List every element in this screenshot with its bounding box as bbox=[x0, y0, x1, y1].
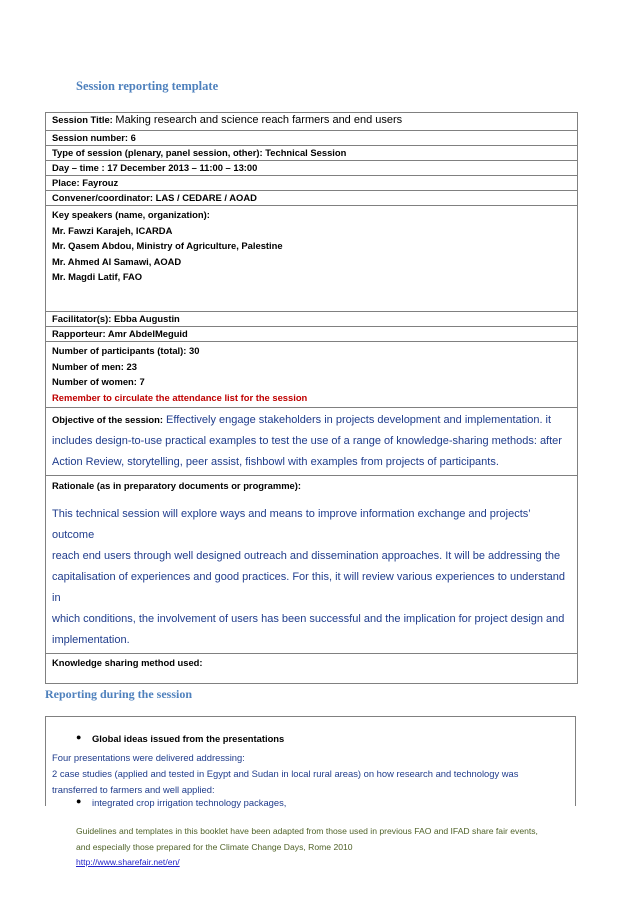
objective-line: Effectively engage stakeholders in projects development and implementation. it bbox=[166, 414, 552, 426]
bullet-icon: ● bbox=[76, 796, 82, 806]
reporting-bullet-2: integrated crop irrigation technology packages, bbox=[92, 797, 287, 808]
participants-cell bbox=[46, 342, 578, 408]
rationale-label: Rationale (as in preparatory documents or programme): bbox=[52, 480, 302, 491]
key-speakers-label: Key speakers (name, organization): bbox=[52, 209, 210, 220]
speaker-item: Mr. Qasem Abdou, Ministry of Agriculture, Palestine bbox=[52, 240, 283, 251]
rationale-line: capitalisation of experiences and good practices. For this, it will review various experiences to understand in bbox=[52, 571, 565, 604]
session-type: Type of session (plenary, panel session, other): Technical Session bbox=[46, 146, 578, 161]
reporting-line: Four presentations were delivered addressing: bbox=[52, 752, 245, 763]
key-speakers-cell bbox=[46, 206, 578, 312]
reporting-box bbox=[45, 716, 576, 806]
session-convener: Convener/coordinator: LAS / CEDARE / AOAD bbox=[46, 191, 578, 206]
attendance-reminder: Remember to circulate the attendance list for the session bbox=[52, 391, 308, 403]
session-title-value: Making research and science reach farmers and end users bbox=[115, 114, 403, 126]
session-title-label: Session Title: bbox=[52, 114, 113, 125]
objective-line: Action Review, storytelling, peer assist, fishbowl with examples from projects of participants. bbox=[52, 456, 499, 468]
footer-note bbox=[76, 824, 538, 871]
rapporteur: Rapporteur: Amr AbdelMeguid bbox=[46, 327, 578, 342]
rationale-line: reach end users through well designed outreach and dissemination approaches. It will be addressing the bbox=[52, 550, 561, 562]
objective-cell bbox=[46, 408, 578, 476]
session-form-table bbox=[45, 112, 578, 684]
footer-line: Guidelines and templates in this booklet have been adapted from those used in previous FAO and IFAD share fair events, bbox=[76, 826, 538, 836]
rationale-line: which conditions, the involvement of users has been successful and the implication for project design and bbox=[52, 613, 565, 625]
facilitator: Facilitator(s): Ebba Augustin bbox=[46, 312, 578, 327]
participants-men: Number of men: 23 bbox=[52, 360, 137, 372]
reporting-heading: Reporting during the session bbox=[45, 687, 193, 701]
participants-women: Number of women: 7 bbox=[52, 376, 145, 387]
reporting-text bbox=[52, 750, 518, 798]
rationale-line: implementation. bbox=[52, 634, 130, 646]
speaker-item: Mr. Magdi Latif, FAO bbox=[52, 271, 143, 282]
session-place: Place: Fayrouz bbox=[46, 176, 578, 191]
objective-line: includes design-to-use practical examples to test the use of a range of knowledge-sharing methods: after bbox=[52, 435, 562, 447]
rationale-line: This technical session will explore ways and means to improve information exchange and projects’ outcome bbox=[52, 508, 531, 541]
rationale-cell bbox=[46, 476, 578, 654]
speaker-item: Mr. Fawzi Karajeh, ICARDA bbox=[52, 224, 173, 236]
reporting-line: transferred to farmers and well applied: bbox=[52, 784, 215, 795]
knowledge-method-label: Knowledge sharing method used: bbox=[52, 657, 203, 668]
footer-line: and especially those prepared for the Climate Change Days, Rome 2010 bbox=[76, 841, 353, 852]
session-number: Session number: 6 bbox=[46, 131, 578, 146]
session-title-row bbox=[46, 113, 578, 131]
knowledge-method-cell bbox=[46, 654, 578, 684]
session-day-time: Day – time : 17 December 2013 – 11:00 – 13:00 bbox=[46, 161, 578, 176]
reporting-bullet-1: Global ideas issued from the presentations bbox=[92, 733, 285, 744]
sharefair-link[interactable]: http://www.sharefair.net/en/ bbox=[76, 857, 180, 867]
speaker-item: Mr. Ahmed Al Samawi, AOAD bbox=[52, 255, 182, 267]
page-heading: Session reporting template bbox=[76, 79, 219, 93]
objective-label: Objective of the session: bbox=[52, 414, 163, 425]
participants-total: Number of participants (total): 30 bbox=[52, 345, 200, 356]
bullet-icon: ● bbox=[76, 732, 82, 742]
reporting-line: 2 case studies (applied and tested in Egypt and Sudan in local rural areas) on how research and technology was bbox=[52, 768, 519, 779]
